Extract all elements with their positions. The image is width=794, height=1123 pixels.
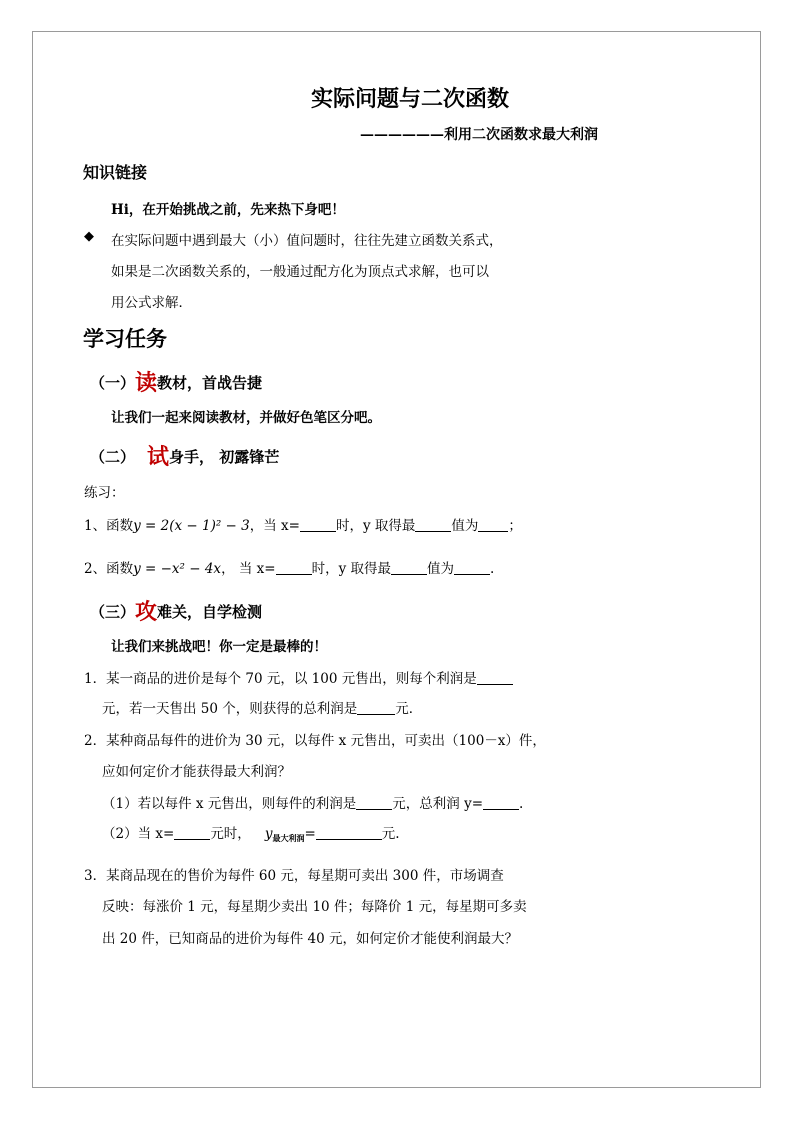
q2-text-4: . (490, 561, 495, 577)
problem1-text-2: 元，若一天售出 50 个，则获得的总利润是 (102, 701, 358, 717)
problem2-line2: 应如何定价才能获得最大利润？ (102, 764, 291, 780)
part3-suffix: 难关，自学检测 (157, 603, 263, 621)
q2-blank-x[interactable] (276, 560, 312, 575)
q2-text-3: 值为 (427, 561, 454, 577)
problem2-sub2-text-3: = (304, 826, 316, 842)
knowledge-link-heading: 知识链接 (83, 163, 148, 182)
part3-line: 让我们来挑战吧！你一定是最棒的！ (111, 639, 327, 655)
greeting-line: Hi，在开始挑战之前，先来热下身吧！ (111, 202, 345, 218)
practice-label: 练习： (84, 485, 125, 501)
problem3-line3: 出 20 件，已知商品的进价为每件 40 元，如何定价才能使利润最大？ (102, 931, 519, 947)
problem1-line1 (84, 667, 513, 687)
problem3-line1: 3．某商品现在的售价为每件 60 元，每星期可卖出 300 件，市场调查 (84, 868, 504, 884)
q2-text-2: 时，y 取得最 (311, 561, 391, 577)
y-max-profit-symbol: y (264, 826, 273, 842)
bullet-line-1: 在实际问题中遇到最大（小）值问题时，往往先建立函数关系式， (111, 233, 503, 249)
q1-text-3: 值为 (451, 518, 479, 534)
part1-line: 让我们一起来阅读教材，并做好色笔区分吧。 (111, 410, 381, 426)
q2-number: 2、函数 (84, 561, 134, 577)
bullet-diamond-icon: ◆ (84, 229, 94, 244)
problem2-sub2-text-4: 元. (381, 826, 400, 842)
problem2-sub1-text-3: . (519, 796, 524, 812)
part1-heading (90, 366, 262, 397)
problem1-text-3: 元． (395, 701, 423, 717)
q2-blank-value[interactable] (454, 560, 490, 575)
page-subtitle: ——————利用二次函数求最大利润 (360, 127, 598, 143)
problem2-sub1-text: （1）若以每件 x 元售出，则每件的利润是 (102, 796, 357, 812)
practice-q2 (84, 557, 494, 577)
problem2-sub1 (102, 792, 523, 812)
q1-number: 1、函数 (84, 518, 134, 534)
problem2-blank-unit-profit[interactable] (356, 795, 392, 810)
part3-big-char: 攻 (135, 599, 158, 625)
q1-blank-value[interactable] (478, 517, 508, 532)
q1-text-2: 时，y 取得最 (335, 518, 416, 534)
part2-heading (90, 440, 279, 471)
part2-prefix: （二） (90, 448, 136, 466)
part1-suffix: 教材，首战告捷 (157, 374, 263, 392)
problem2-blank-total-y[interactable] (483, 795, 519, 810)
problem1-blank-unit-profit[interactable] (477, 670, 513, 685)
q1-blank-type[interactable] (415, 517, 451, 532)
problem2-sub2-text-2: 元时， (210, 826, 251, 842)
problem1-blank-total-profit[interactable] (357, 700, 395, 715)
part3-prefix: （三） (90, 603, 136, 621)
part2-suffix: 身手， 初露锋芒 (169, 448, 280, 466)
problem3-line2: 反映：每涨价 1 元，每星期少卖出 10 件；每降价 1 元，每星期可多卖 (102, 899, 527, 915)
problem2-line1: 2．某种商品每件的进价为 30 元，以每件 x 元售出，可卖出（100－x）件， (84, 733, 546, 749)
problem2-blank-price[interactable] (174, 825, 210, 840)
q1-text-1: ，当 x= (249, 518, 300, 534)
part3-heading (90, 595, 262, 626)
q1-formula: y = 2(x − 1)² − 3 (133, 518, 250, 534)
page-title: 实际问题与二次函数 (310, 86, 509, 112)
problem1-line2 (102, 697, 422, 717)
learning-task-heading: 学习任务 (83, 326, 167, 351)
q2-text-1: ， 当 x= (221, 561, 276, 577)
q2-formula: y = −x² − 4x (133, 561, 222, 577)
q1-text-4: ； (508, 518, 522, 534)
q1-blank-x[interactable] (300, 517, 336, 532)
bullet-line-2: 如果是二次函数关系的，一般通过配方化为顶点式求解，也可以 (111, 264, 489, 280)
part2-big-char: 试 (147, 444, 170, 470)
q2-blank-type[interactable] (391, 560, 427, 575)
problem2-sub2 (102, 822, 400, 844)
problem2-sub1-text-2: 元，总利润 y= (392, 796, 484, 812)
problem2-sub2-text: （2）当 x= (102, 826, 175, 842)
y-subscript: 最大利润 (272, 833, 305, 843)
problem1-text: 1．某一商品的进价是每个 70 元，以 100 元售出，则每个利润是 (84, 671, 477, 687)
part1-prefix: （一） (90, 374, 136, 392)
practice-q1 (84, 514, 522, 534)
problem2-blank-max-profit[interactable] (316, 825, 382, 840)
bullet-line-3: 用公式求解． (111, 295, 192, 311)
part1-big-char: 读 (135, 370, 158, 396)
